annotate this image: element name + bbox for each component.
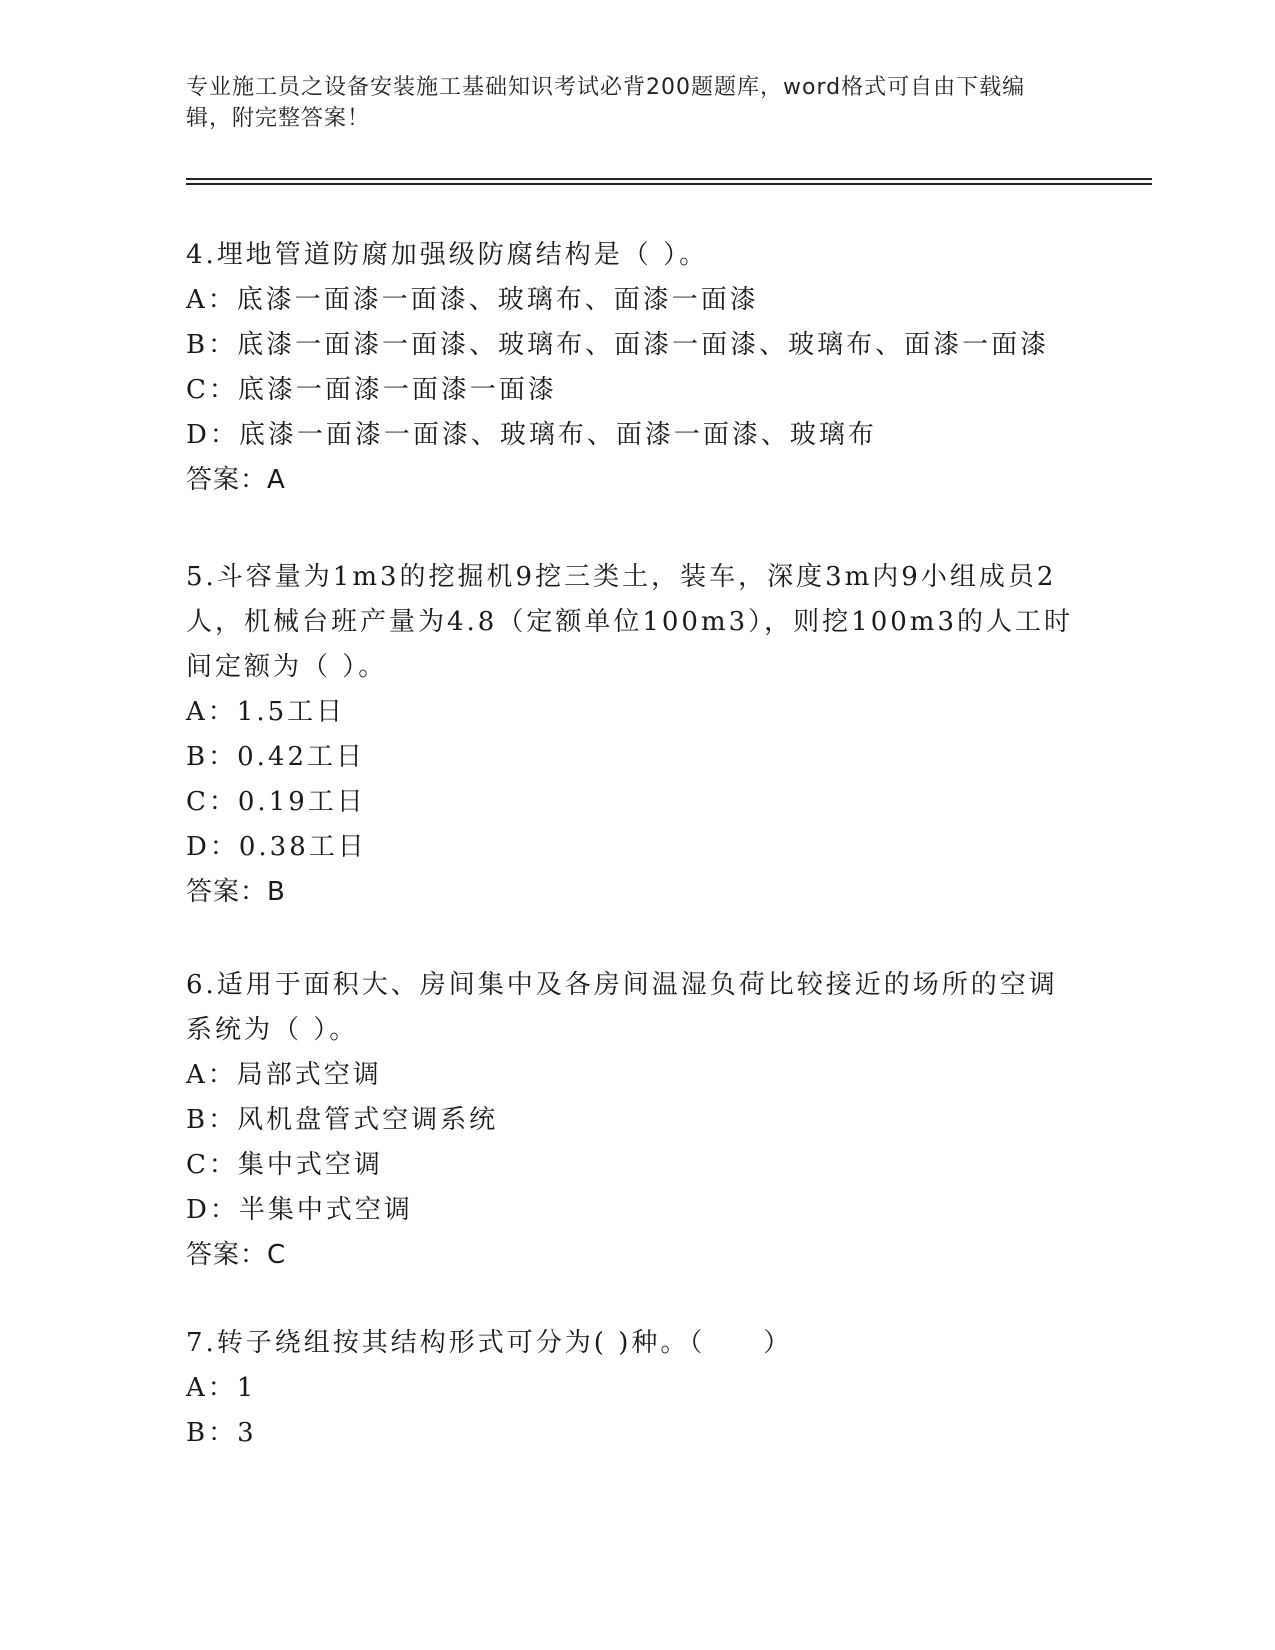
option-c: C：0.19工日 [186,787,366,817]
option-a: A：局部式空调 [186,1060,382,1090]
option-b: B：风机盘管式空调系统 [186,1105,499,1135]
option-b: B：0.42工日 [186,742,365,772]
question-block [186,1321,1076,1456]
option-b: B：3 [186,1418,257,1448]
question-block [186,963,1076,1278]
option-d: D：底漆一面漆一面漆、玻璃布、面漆一面漆、玻璃布 [186,420,877,450]
answer-line: 答案：B [186,877,286,907]
question-block [186,555,1076,915]
option-a: A：1.5工日 [186,697,346,727]
question-stem: 6.适用于面积大、房间集中及各房间温湿负荷比较接近的场所的空调系统为（ ）。 [186,970,1058,1045]
header-divider-bottom [186,183,1152,185]
header-divider-top [186,178,1152,180]
option-b: B：底漆一面漆一面漆、玻璃布、面漆一面漆、玻璃布、面漆一面漆 [186,330,1050,360]
option-c: C：集中式空调 [186,1150,383,1180]
answer-line: 答案：A [186,465,286,495]
document-header: 专业施工员之设备安装施工基础知识考试必背200题题库，word格式可自由下载编辑，附完整答案！ [186,75,1026,131]
question-stem: 4.埋地管道防腐加强级防腐结构是（ ）。 [186,240,709,270]
option-d: D：半集中式空调 [186,1195,413,1225]
option-a: A：1 [186,1373,257,1403]
option-a: A：底漆一面漆一面漆、玻璃布、面漆一面漆 [186,285,759,315]
question-block [186,233,1076,503]
answer-line: 答案：C [186,1240,287,1270]
question-stem: 5.斗容量为1m3的挖掘机9挖三类土，装车，深度3m内9小组成员2人，机械台班产量为4.8（定额单位100m3），则挖100m3的人工时间定额为（ ）。 [186,562,1073,682]
question-stem: 7.转子绕组按其结构形式可分为( )种。（ ） [186,1328,793,1358]
option-c: C：底漆一面漆一面漆一面漆 [186,375,557,405]
option-d: D：0.38工日 [186,832,367,862]
